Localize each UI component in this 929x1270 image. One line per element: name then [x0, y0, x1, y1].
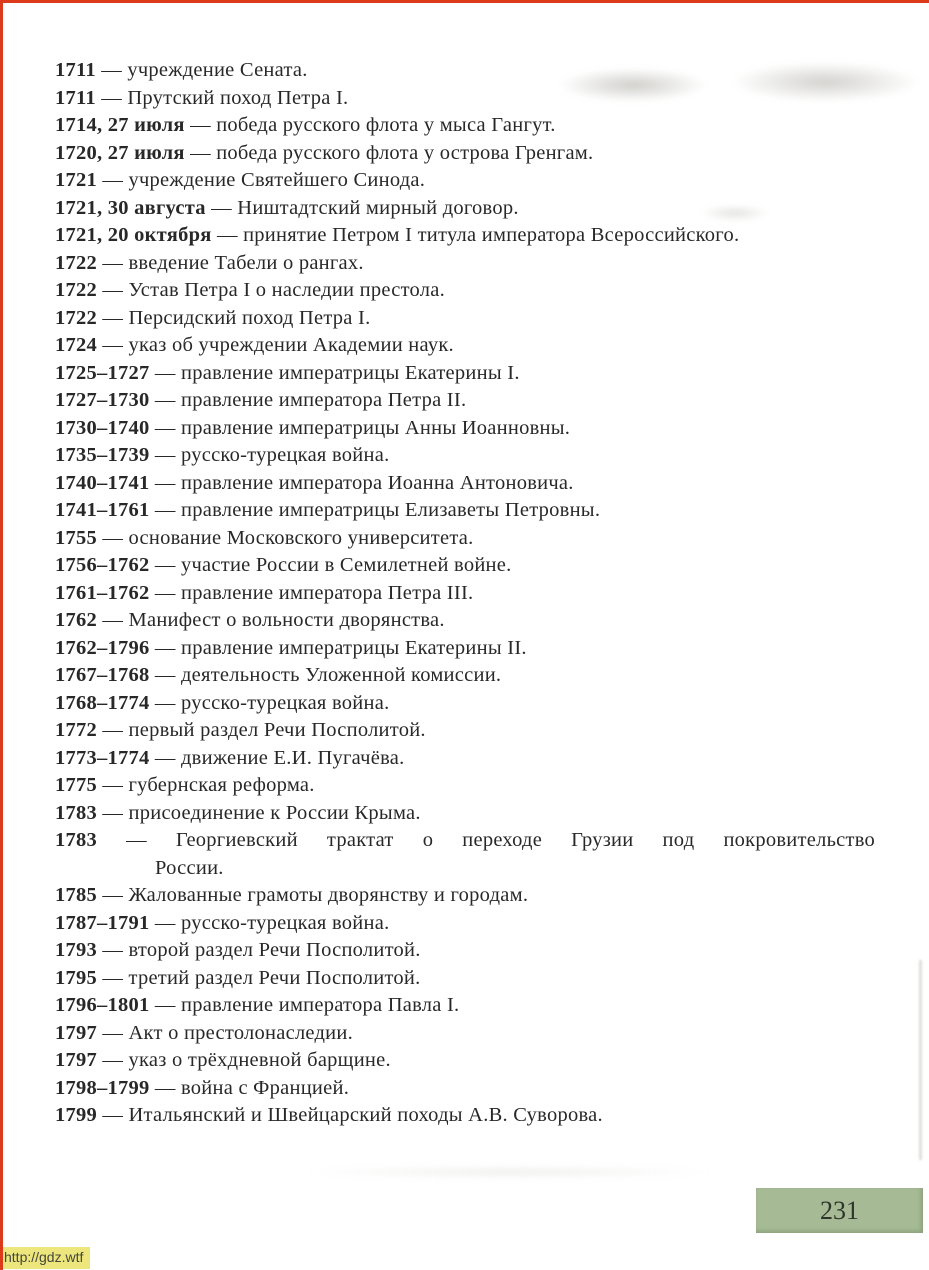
entry-text: Прутский поход Петра I. — [127, 86, 349, 109]
entry-text: правление императрицы Екатерины II. — [181, 636, 527, 659]
entry-line — [55, 252, 364, 274]
entry-text: победа русского флота у острова Гренгам. — [216, 141, 594, 164]
entry-text: введение Табели о рангах. — [128, 251, 364, 274]
entry-line — [55, 637, 527, 659]
timeline-entry — [55, 277, 875, 305]
dash-separator: — — [97, 1049, 129, 1071]
entry-line — [55, 1022, 353, 1044]
timeline-entry — [55, 580, 875, 608]
entry-date: 1772 — [55, 719, 97, 741]
dash-separator: — — [97, 279, 129, 301]
entry-line — [55, 719, 426, 741]
entry-text: участие России в Семилетней войне. — [181, 554, 512, 576]
dash-separator: — — [149, 994, 181, 1016]
dash-separator: — — [97, 526, 129, 549]
entry-text: Акт о престолонаследии. — [128, 1021, 354, 1044]
entry-line — [55, 444, 389, 466]
entry-line — [55, 114, 556, 136]
entry-text: первый раздел Речи Посполитой. — [128, 719, 426, 741]
entry-date: 1711 — [55, 59, 96, 81]
entry-date: 1796–1801 — [55, 994, 150, 1016]
entry-line — [55, 774, 315, 796]
timeline-entry — [55, 1020, 875, 1048]
timeline-entry — [55, 167, 875, 195]
entry-date: 1755 — [55, 526, 97, 549]
dash-separator: — — [149, 389, 181, 411]
dash-separator: — — [205, 196, 238, 219]
entry-date: 1761–1762 — [55, 581, 150, 604]
dash-separator: — — [149, 361, 181, 384]
entry-text: указ о трёхдневной барщине. — [128, 1049, 391, 1071]
entry-line — [55, 1104, 603, 1126]
timeline-entry — [55, 195, 875, 223]
timeline-entry — [55, 717, 875, 745]
timeline-entry — [55, 992, 875, 1020]
dash-separator: — — [149, 746, 181, 769]
timeline-entry — [55, 222, 875, 250]
entry-date: 1787–1791 — [55, 911, 150, 934]
dash-separator: — — [97, 1021, 129, 1044]
entry-text: правление императора Иоанна Антоновича. — [181, 471, 574, 494]
entry-line — [55, 472, 574, 494]
entry-line — [55, 279, 445, 301]
timeline-entry — [55, 965, 875, 993]
timeline-entry — [55, 360, 875, 388]
entry-date: 1762 — [55, 609, 97, 631]
entry-text: Устав Петра I о наследии престола. — [128, 279, 445, 301]
entry-text: правление императора Петра III. — [181, 581, 474, 604]
entry-text: Манифест о вольности дворянства. — [128, 609, 445, 631]
dash-separator: — — [149, 911, 181, 934]
dash-separator: — — [149, 444, 181, 466]
entry-text: деятельность Уложенной комиссии. — [181, 664, 502, 686]
dash-separator: — — [97, 719, 129, 741]
entry-line — [55, 939, 421, 961]
entry-date: 1711 — [55, 86, 96, 109]
dash-separator: — — [97, 966, 129, 989]
dash-separator: — — [97, 939, 129, 961]
entry-text: Ништадтский мирный договор. — [237, 196, 519, 219]
timeline-entry — [55, 525, 875, 553]
entry-line — [55, 362, 520, 384]
entry-text: русско-турецкая война. — [181, 911, 390, 934]
entry-line — [55, 884, 528, 906]
entry-text: Итальянский и Швейцарский походы А.В. Суворова. — [128, 1104, 603, 1126]
entry-date: 1741–1761 — [55, 499, 150, 521]
entry-date: 1721, 20 октября — [55, 224, 212, 246]
entry-date: 1783 — [55, 829, 97, 851]
timeline-entry — [55, 690, 875, 718]
entry-line — [55, 692, 389, 714]
dash-separator: — — [97, 251, 129, 274]
entry-text: движение Е.И. Пугачёва. — [181, 746, 405, 769]
entry-line — [55, 827, 875, 855]
entry-date: 1720, 27 июля — [55, 141, 185, 164]
entry-text: основание Московского университета. — [128, 526, 474, 549]
scan-edge-line-top — [0, 0, 929, 3]
entry-text: третий раздел Речи Посполитой. — [128, 966, 421, 989]
entry-text: война с Францией. — [181, 1076, 350, 1099]
dash-separator: — — [97, 169, 129, 191]
entry-text: правление императрицы Анны Иоанновны. — [181, 416, 571, 439]
dash-separator: — — [149, 581, 181, 604]
entry-date: 1798–1799 — [55, 1076, 150, 1099]
dash-separator: — — [95, 86, 128, 109]
entry-text: правление императора Павла I. — [181, 994, 460, 1016]
dash-separator: — — [97, 609, 129, 631]
timeline-entry — [55, 552, 875, 580]
entry-date: 1785 — [55, 884, 97, 906]
entry-line — [55, 582, 473, 604]
dash-separator: — — [149, 499, 181, 521]
entry-date: 1797 — [55, 1021, 97, 1044]
timeline-entry — [55, 332, 875, 360]
entry-line — [55, 1077, 349, 1099]
timeline-entry — [55, 442, 875, 470]
timeline-entry — [55, 772, 875, 800]
page-number: 231 — [820, 1195, 859, 1225]
dash-separator: — — [149, 664, 181, 686]
timeline-entry — [55, 470, 875, 498]
entry-line — [55, 1049, 391, 1071]
entry-date: 1740–1741 — [55, 471, 150, 494]
entry-text: правление императрицы Елизаветы Петровны. — [181, 499, 601, 521]
dash-separator: — — [149, 1076, 181, 1099]
timeline-entry — [55, 305, 875, 333]
scan-edge-line-left — [0, 0, 3, 1270]
entry-line — [55, 307, 370, 329]
entry-line — [55, 87, 348, 109]
entry-date: 1775 — [55, 774, 97, 796]
entry-date: 1799 — [55, 1104, 97, 1126]
timeline-entry — [55, 800, 875, 828]
dash-separator: — — [184, 114, 217, 136]
entry-text: губернская реформа. — [128, 774, 315, 796]
dash-separator: — — [97, 1104, 129, 1126]
entry-date: 1795 — [55, 966, 97, 989]
entry-text: присоединение к России Крыма. — [128, 801, 421, 824]
entry-date: 1767–1768 — [55, 664, 150, 686]
scan-ghosting-artifact — [300, 1165, 720, 1179]
entry-text: Жалованные грамоты дворянству и городам. — [128, 884, 529, 906]
entry-date: 1773–1774 — [55, 746, 150, 769]
page-number-badge — [756, 1188, 923, 1233]
entry-text: правление императора Петра II. — [181, 389, 467, 411]
timeline-entry — [55, 662, 875, 690]
entry-date: 1797 — [55, 1049, 97, 1071]
timeline-entry — [55, 827, 875, 882]
entry-line — [55, 967, 421, 989]
entry-line — [55, 417, 570, 439]
entry-date: 1768–1774 — [55, 691, 150, 714]
entry-date: 1721 — [55, 169, 97, 191]
entry-line — [55, 609, 445, 631]
entry-line — [55, 747, 404, 769]
entry-line — [55, 59, 308, 81]
entry-date: 1727–1730 — [55, 389, 150, 411]
entry-line — [55, 802, 421, 824]
entry-line — [55, 527, 474, 549]
entry-text: победа русского флота у мыса Гангут. — [216, 114, 556, 136]
entry-date: 1762–1796 — [55, 636, 150, 659]
dash-separator: — — [95, 59, 128, 81]
entry-line — [55, 499, 600, 521]
entry-line — [55, 994, 459, 1016]
entry-date: 1725–1727 — [55, 361, 150, 384]
timeline-entry — [55, 1075, 875, 1103]
entry-text-continued: России. — [155, 856, 224, 879]
dash-separator: — — [211, 224, 244, 246]
timeline-entry — [55, 1102, 875, 1130]
entry-text: принятие Петром I титула императора Всероссийского. — [243, 224, 740, 246]
entry-date: 1714, 27 июля — [55, 114, 185, 136]
entry-date: 1722 — [55, 251, 97, 274]
entry-text: указ об учреждении Академии наук. — [128, 334, 454, 356]
entry-line — [55, 334, 454, 356]
timeline-entry — [55, 937, 875, 965]
entry-text: русско-турецкая война. — [181, 691, 390, 714]
entry-date: 1721, 30 августа — [55, 196, 206, 219]
dash-separator: — — [97, 829, 176, 851]
entry-text: Персидский поход Петра I. — [128, 306, 371, 329]
dash-separator: — — [149, 636, 181, 659]
entry-line — [55, 169, 425, 191]
entry-date: 1793 — [55, 939, 97, 961]
dash-separator: — — [149, 554, 181, 576]
entry-line — [55, 664, 501, 686]
timeline-entry — [55, 607, 875, 635]
chronology-list — [0, 57, 875, 1130]
entry-line — [55, 224, 739, 246]
dash-separator: — — [97, 306, 129, 329]
timeline-entry — [55, 57, 875, 85]
dash-separator: — — [97, 334, 129, 356]
timeline-entry — [55, 140, 875, 168]
timeline-entry — [55, 112, 875, 140]
scan-page-edge-shadow — [919, 960, 922, 1160]
entry-line — [55, 389, 466, 411]
timeline-entry — [55, 635, 875, 663]
entry-line — [55, 197, 519, 219]
entry-date: 1722 — [55, 306, 97, 329]
dash-separator: — — [97, 774, 129, 796]
dash-separator: — — [149, 691, 181, 714]
entry-text: правление императрицы Екатерины I. — [181, 361, 520, 384]
entry-text: учреждение Святейшего Синода. — [128, 169, 426, 191]
entry-date: 1735–1739 — [55, 444, 150, 466]
timeline-entry — [55, 745, 875, 773]
timeline-entry — [55, 387, 875, 415]
entry-date: 1724 — [55, 334, 97, 356]
entry-date: 1730–1740 — [55, 416, 150, 439]
entry-text: Георгиевский трактат о переходе Грузии под покровительство — [175, 829, 875, 851]
dash-separator: — — [149, 471, 181, 494]
entry-date: 1756–1762 — [55, 554, 150, 576]
timeline-entry — [55, 497, 875, 525]
site-watermark: http://gdz.wtf — [0, 1247, 90, 1269]
entry-text: учреждение Сената. — [127, 59, 308, 81]
entry-text: русско-турецкая война. — [181, 444, 390, 466]
entry-date: 1783 — [55, 801, 97, 824]
timeline-entry — [55, 910, 875, 938]
entry-text: второй раздел Речи Посполитой. — [128, 939, 421, 961]
timeline-entry — [55, 415, 875, 443]
entry-line — [55, 142, 593, 164]
entry-line — [55, 554, 512, 576]
dash-separator: — — [149, 416, 181, 439]
dash-separator: — — [97, 801, 129, 824]
timeline-entry — [55, 1047, 875, 1075]
timeline-entry — [55, 85, 875, 113]
entry-date: 1722 — [55, 279, 97, 301]
entry-line — [55, 912, 389, 934]
dash-separator: — — [97, 884, 129, 906]
timeline-entry — [55, 882, 875, 910]
dash-separator: — — [184, 141, 217, 164]
timeline-entry — [55, 250, 875, 278]
